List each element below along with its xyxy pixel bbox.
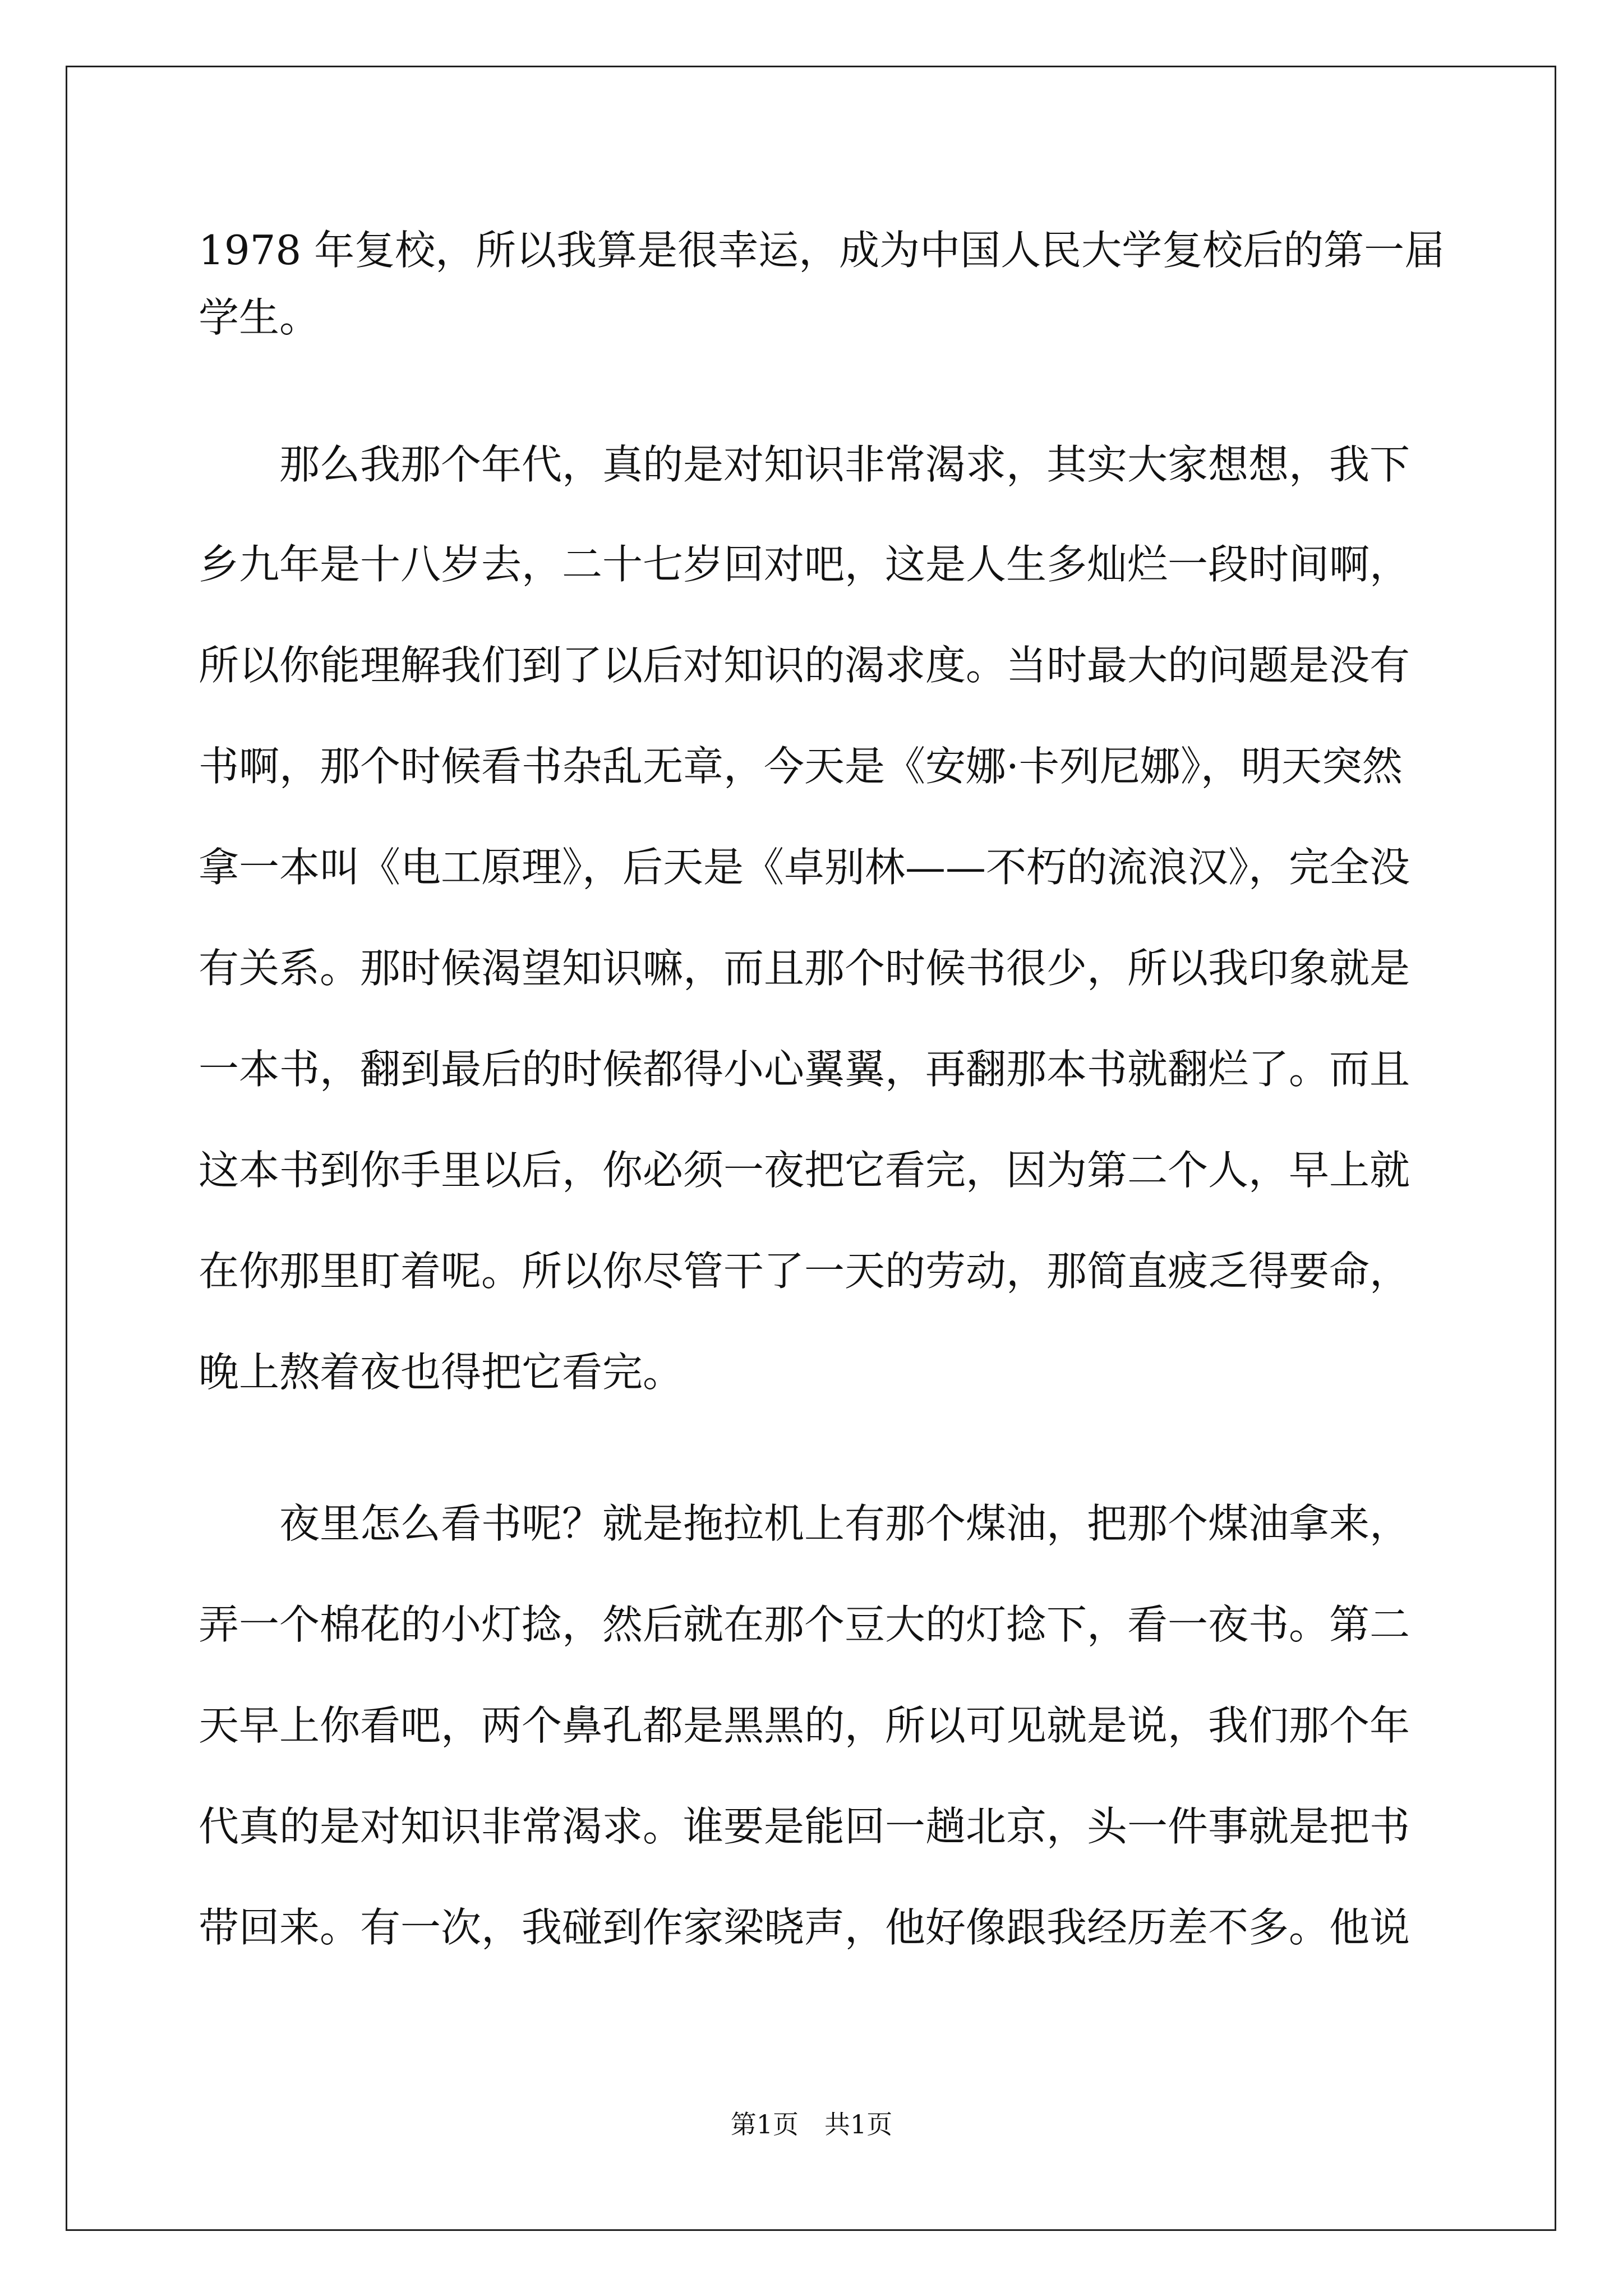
text-line: 代真的是对知识非常渴求。谁要是能回一趟北京，头一件事就是把书 (199, 1803, 1410, 1850)
text-line: 一本书，翻到最后的时候都得小心翼翼，再翻那本书就翻烂了。而且 (199, 1046, 1410, 1093)
text-line: 弄一个棉花的小灯捻，然后就在那个豆大的灯捻下，看一夜书。第二 (199, 1601, 1410, 1648)
text-line: 书啊，那个时候看书杂乱无章，今天是《安娜·卡列尼娜》，明天突然 (199, 743, 1403, 790)
text-line: 乡九年是十八岁去，二十七岁回对吧，这是人生多灿烂一段时间啊， (199, 541, 1410, 588)
text-line: 拿一本叫《电工原理》，后天是《卓别林——不朽的流浪汉》，完全没 (199, 844, 1410, 891)
text-line: 天早上你看吧，两个鼻孔都是黑黑的，所以可见就是说，我们那个年 (199, 1702, 1410, 1749)
text-line: 那么我那个年代，真的是对知识非常渴求，其实大家想想，我下 (199, 441, 1410, 488)
page-footer: 第1页 共1页 (730, 2109, 893, 2139)
text-line: 学生。 (199, 294, 320, 341)
text-line: 在你那里盯着呢。所以你尽管干了一天的劳动，那简直疲乏得要命， (199, 1248, 1410, 1295)
text-line: 有关系。那时候渴望知识嘛，而且那个时候书很少，所以我印象就是 (199, 945, 1410, 992)
text-line: 晚上熬着夜也得把它看完。 (199, 1349, 684, 1396)
text-line: 所以你能理解我们到了以后对知识的渴求度。当时最大的问题是没有 (199, 642, 1410, 689)
text-line: 带回来。有一次，我碰到作家梁晓声，他好像跟我经历差不多。他说 (199, 1904, 1410, 1951)
text-line: 这本书到你手里以后，你必须一夜把它看完，因为第二个人，早上就 (199, 1147, 1410, 1194)
text-line: 1978 年复校，所以我算是很幸运，成为中国人民大学复校后的第一届 (199, 227, 1445, 274)
text-line: 夜里怎么看书呢？就是拖拉机上有那个煤油，把那个煤油拿来， (199, 1500, 1410, 1547)
